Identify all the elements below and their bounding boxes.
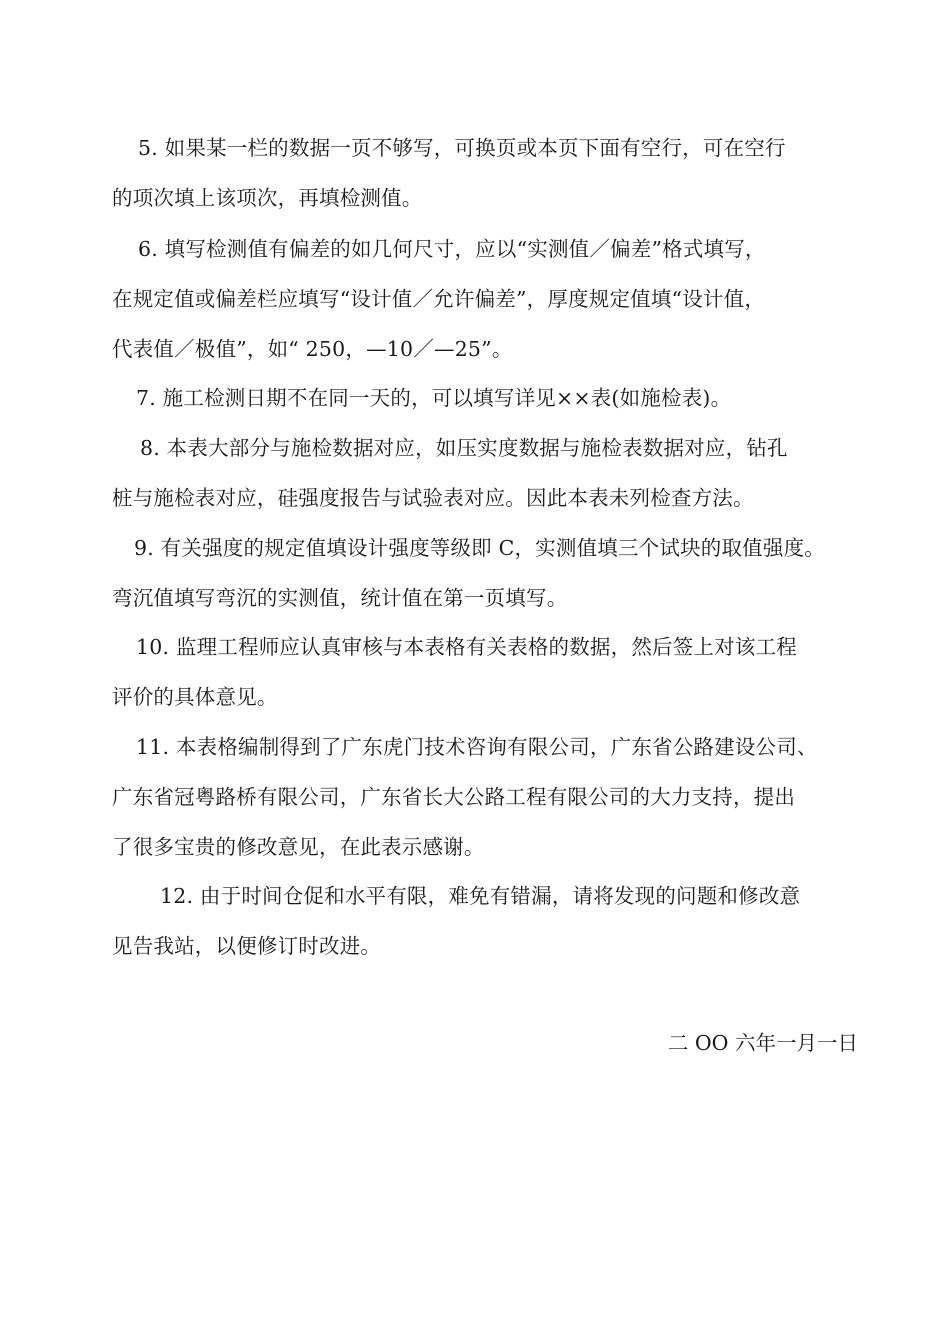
- paragraph-5-line-1: 5. 如果某一栏的数据一页不够写，可换页或本页下面有空行，可在空行: [138, 136, 786, 160]
- paragraph-6-line-3: 代表值／极值”，如“ 250，—10／—25”。: [112, 337, 513, 361]
- paragraph-10-line-1: 10. 监理工程师应认真审核与本表格有关表格的数据，然后签上对该工程: [136, 635, 797, 659]
- paragraph-11-line-3: 了很多宝贵的修改意见，在此表示感谢。: [112, 835, 485, 859]
- paragraph-12-line-1: 12. 由于时间仓促和水平有限，难免有错漏，请将发现的问题和修改意: [160, 884, 801, 908]
- paragraph-9-line-2: 弯沉值填写弯沉的实测值，统计值在第一页填写。: [112, 586, 568, 610]
- paragraph-12-line-2: 见告我站，以便修订时改进。: [112, 934, 382, 958]
- document-date: 二 OO 六年一月一日: [667, 1031, 858, 1055]
- paragraph-9-line-1: 9. 有关强度的规定值填设计强度等级即 C，实测值填三个试块的取值强度。: [134, 536, 825, 560]
- paragraph-8-line-1: 8. 本表大部分与施检数据对应，如压实度数据与施检表数据对应，钻孔: [140, 436, 788, 460]
- paragraph-10-line-2: 评价的具体意见。: [112, 685, 278, 709]
- paragraph-7-line-1: 7. 施工检测日期不在同一天的，可以填写详见××表(如施检表)。: [136, 386, 732, 410]
- paragraph-6-line-2: 在规定值或偏差栏应填写“设计值／允许偏差”，厚度规定值填“设计值，: [112, 287, 766, 311]
- paragraph-11-line-2: 广东省冠粤路桥有限公司，广东省长大公路工程有限公司的大力支持，提出: [112, 785, 796, 809]
- paragraph-11-line-1: 11. 本表格编制得到了广东虎门技术咨询有限公司，广东省公路建设公司、: [136, 735, 818, 759]
- paragraph-8-line-2: 桩与施检表对应，硅强度报告与试验表对应。因此本表未列检查方法。: [112, 486, 754, 510]
- paragraph-6-line-1: 6. 填写检测值有偏差的如几何尺寸，应以“实测值／偏差”格式填写，: [138, 237, 766, 261]
- paragraph-5-line-2: 的项次填上该项次，再填检测值。: [112, 186, 423, 210]
